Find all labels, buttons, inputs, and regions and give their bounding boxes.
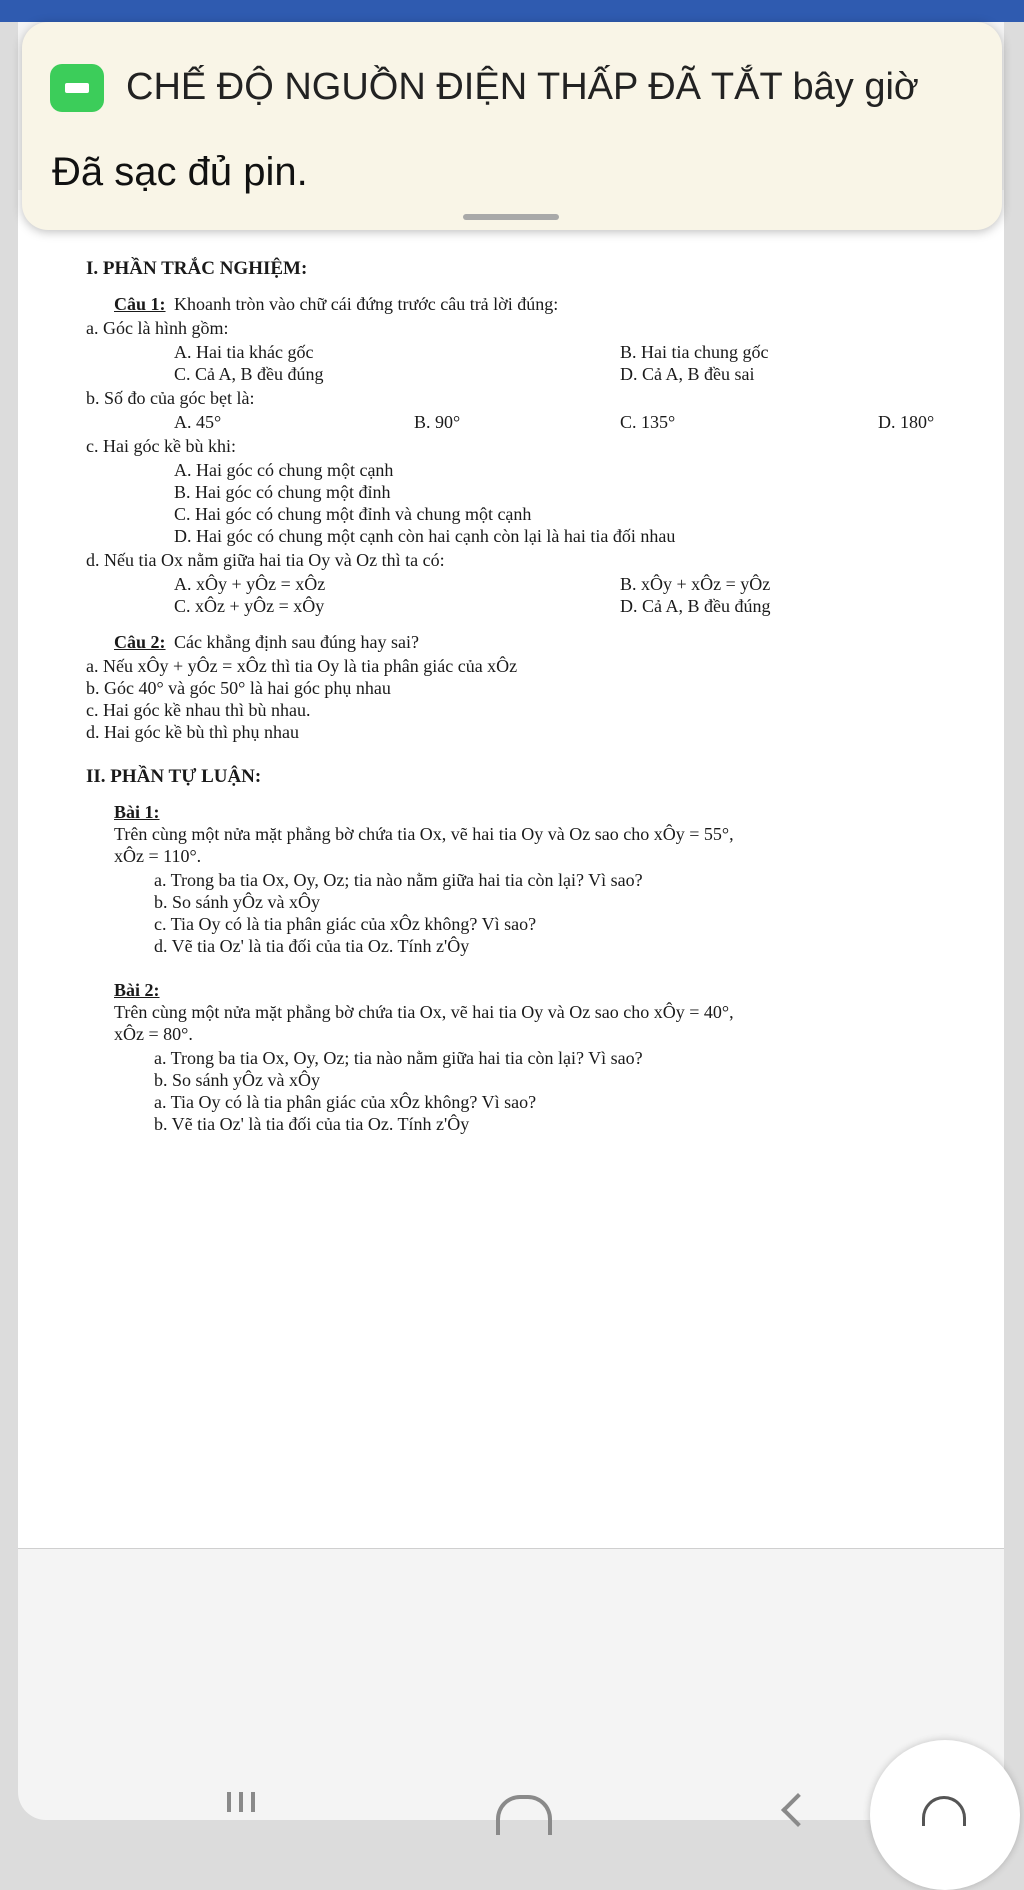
q1d-text: d. Nếu tia Ox nằm giữa hai tia Oy và Oz thì ta có: xyxy=(86,550,445,570)
q1c-option-C: C. Hai góc có chung một đỉnh và chung một cạnh xyxy=(174,504,532,524)
top-app-bar xyxy=(0,0,1024,22)
q2a-text: a. Nếu xÔy + yÔz = xÔz thì tia Oy là tia phân giác của xÔz xyxy=(86,656,518,676)
q1c-option-B: B. Hai góc có chung một đỉnh xyxy=(174,482,391,502)
q1c-text: c. Hai góc kề bù khi: xyxy=(86,436,236,456)
section-2-heading: II. PHẦN TỰ LUẬN: xyxy=(86,766,262,787)
bai2-line2: xÔz = 80°. xyxy=(114,1024,193,1044)
q1b-option-A: A. 45° xyxy=(174,412,222,432)
bai2-d: b. Vẽ tia Oz' là tia đối của tia Oz. Tính z'Ôy xyxy=(154,1114,470,1134)
q2b-text: b. Góc 40° và góc 50° là hai góc phụ nhau xyxy=(86,678,391,698)
bai1-line1: Trên cùng một nửa mặt phẳng bờ chứa tia Ox, vẽ hai tia Oy và Oz sao cho xÔy = 55°, xyxy=(114,824,734,844)
q1a-option-D: D. Cả A, B đều sai xyxy=(620,364,755,384)
q2d-text: d. Hai góc kề bù thì phụ nhau xyxy=(86,722,299,742)
q2c-text: c. Hai góc kề nhau thì bù nhau. xyxy=(86,700,311,720)
q1d-option-C: C. xÔz + yÔz = xÔy xyxy=(174,596,325,616)
q1b-option-D: D. 180° xyxy=(878,412,935,432)
bai2-line1: Trên cùng một nửa mặt phẳng bờ chứa tia Ox, vẽ hai tia Oy và Oz sao cho xÔy = 40°, xyxy=(114,1002,734,1022)
notification-title: CHẾ ĐỘ NGUỒN ĐIỆN THẤP ĐÃ TẮT bây giờ xyxy=(126,66,919,108)
q1d-option-A: A. xÔy + yÔz = xÔz xyxy=(174,574,326,594)
q1c-option-A: A. Hai góc có chung một cạnh xyxy=(174,460,394,480)
q1a-option-C: C. Cả A, B đều đúng xyxy=(174,364,324,384)
q1b-option-C: C. 135° xyxy=(620,412,676,432)
bai1-label: Bài 1: xyxy=(114,802,160,822)
battery-icon xyxy=(50,64,104,112)
bai2-a: a. Trong ba tia Ox, Oy, Oz; tia nào nằm giữa hai tia còn lại? Vì sao? xyxy=(154,1048,643,1068)
q1a-text: a. Góc là hình gồm: xyxy=(86,318,229,338)
notification-drag-handle[interactable] xyxy=(463,214,559,220)
q1-label: Câu 1: xyxy=(114,294,166,314)
bai2-label: Bài 2: xyxy=(114,980,160,1000)
section-1-heading: I. PHẦN TRẮC NGHIỆM: xyxy=(86,258,308,279)
bai1-d: d. Vẽ tia Oz' là tia đối của tia Oz. Tính z'Ôy xyxy=(154,936,470,956)
bai2-b: b. So sánh yÔz và xÔy xyxy=(154,1070,320,1090)
q2-label: Câu 2: xyxy=(114,632,166,652)
recent-apps-icon[interactable] xyxy=(225,1792,261,1812)
q1c-option-D: D. Hai góc có chung một cạnh còn hai cạnh còn lại là hai tia đối nhau xyxy=(174,526,676,546)
home-icon[interactable] xyxy=(496,1795,552,1835)
notification-body: Đã sạc đủ pin. xyxy=(52,150,308,194)
q1d-option-B: B. xÔy + xÔz = yÔz xyxy=(620,574,771,594)
bai1-a: a. Trong ba tia Ox, Oy, Oz; tia nào nằm giữa hai tia còn lại? Vì sao? xyxy=(154,870,643,890)
q1b-option-B: B. 90° xyxy=(414,412,461,432)
q1a-option-A: A. Hai tia khác gốc xyxy=(174,342,314,362)
q1-text: Khoanh tròn vào chữ cái đứng trước câu trả lời đúng: xyxy=(174,294,559,314)
bai2-c: a. Tia Oy có là tia phân giác của xÔz không? Vì sao? xyxy=(154,1092,537,1112)
q1b-text: b. Số đo của góc bẹt là: xyxy=(86,388,255,408)
bai1-c: c. Tia Oy có là tia phân giác của xÔz không? Vì sao? xyxy=(154,914,537,934)
q1d-option-D: D. Cả A, B đều đúng xyxy=(620,596,771,616)
low-power-notification[interactable] xyxy=(22,22,1002,230)
bai1-b: b. So sánh yÔz và xÔy xyxy=(154,892,320,912)
q1a-option-B: B. Hai tia chung gốc xyxy=(620,342,769,362)
bai1-line2: xÔz = 110°. xyxy=(114,846,202,866)
q2-text: Các khẳng định sau đúng hay sai? xyxy=(174,632,419,652)
document-page[interactable] xyxy=(18,190,1004,1549)
